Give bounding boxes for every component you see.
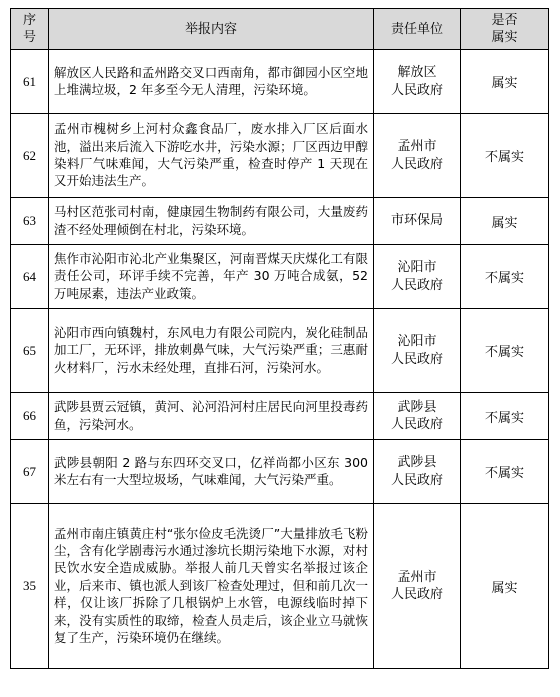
row-unit bbox=[374, 114, 461, 198]
header-verdict bbox=[461, 9, 549, 50]
header-content: 举报内容 bbox=[49, 9, 374, 50]
row-verdict: 不属实 bbox=[461, 440, 549, 504]
table-row bbox=[11, 114, 549, 198]
row-number: 65 bbox=[11, 309, 49, 393]
row-number: 66 bbox=[11, 393, 49, 440]
header-no bbox=[11, 9, 49, 50]
table-row bbox=[11, 309, 549, 393]
row-unit-line1: 孟州市 bbox=[397, 139, 437, 154]
table-row bbox=[11, 50, 549, 114]
row-number: 63 bbox=[11, 198, 49, 245]
row-content: 孟州市槐树乡上河村众鑫食品厂，废水排入厂区后面水池，溢出来后流入下游吃水井，污染水源；厂区西边甲醇染料厂气味难闻，大气污染严重，检查时停产 1 天现在又开始违法生产。 bbox=[49, 114, 374, 198]
row-content: 马村区范张司村南，健康园生物制药有限公司，大量废药渣不经处理倾倒在村北，污染环境。 bbox=[49, 198, 374, 245]
header-row bbox=[11, 9, 549, 50]
table-row bbox=[11, 245, 549, 309]
row-unit-line2: 人民政府 bbox=[390, 82, 443, 98]
row-number: 64 bbox=[11, 245, 49, 309]
row-number: 67 bbox=[11, 440, 49, 504]
header-no-line1: 序 bbox=[22, 13, 36, 28]
complaint-table-page bbox=[10, 8, 549, 669]
row-verdict: 属实 bbox=[461, 504, 549, 669]
row-unit-line1: 武陟县 bbox=[397, 399, 437, 415]
row-verdict: 不属实 bbox=[461, 245, 549, 309]
row-unit bbox=[374, 504, 461, 669]
row-verdict: 不属实 bbox=[461, 393, 549, 440]
row-verdict: 不属实 bbox=[461, 114, 549, 198]
row-unit-line1: 孟州市 bbox=[397, 569, 437, 585]
row-unit bbox=[374, 50, 461, 114]
row-unit-line2: 人民政府 bbox=[390, 277, 443, 293]
table-row bbox=[11, 198, 549, 245]
row-unit-line1: 市环保局 bbox=[390, 213, 443, 229]
row-number: 61 bbox=[11, 50, 49, 114]
table-row bbox=[11, 504, 549, 669]
row-unit-line1: 沁阳市 bbox=[397, 260, 437, 275]
row-content: 解放区人民路和孟州路交叉口西南角，都市御园小区空地上堆满垃圾，2 年多至今无人清理，污染环境。 bbox=[49, 50, 374, 114]
row-unit-line1: 解放区 bbox=[397, 65, 437, 80]
table-row bbox=[11, 393, 549, 440]
header-no-line2: 号 bbox=[22, 30, 36, 45]
row-content: 武陟县贾云冠镇，黄河、沁河沿河村庄居民向河里投毒药鱼，污染河水。 bbox=[49, 393, 374, 440]
row-number: 35 bbox=[11, 504, 49, 669]
row-unit bbox=[374, 440, 461, 504]
header-unit: 责任单位 bbox=[374, 9, 461, 50]
table-row bbox=[11, 440, 549, 504]
row-content: 孟州市南庄镇黄庄村“张尔俭皮毛洗烫厂”大量排放毛飞粉尘，含有化学剧毒污水通过渗坑长期污染地下水源，对村民饮水安全造成威胁。举报人前几天曾实名举报过该企业，后来市、镇也派人到该厂检查处理过，但和前几次一样，仅让该厂拆除了几根锅炉上水管，电源线临时掉下来，没有实质性的取缔，检查人员走后，该企业立马就恢复了生产，污染环境仍在继续。 bbox=[49, 504, 374, 669]
row-unit-line2: 人民政府 bbox=[390, 156, 443, 172]
complaint-table bbox=[10, 8, 549, 669]
row-verdict: 不属实 bbox=[461, 309, 549, 393]
row-content: 焦作市沁阳市沁北产业集聚区，河南晋煤天庆煤化工有限责任公司，环评手续不完善，年产 30 万吨合成氨，52 万吨尿素，违法产业政策。 bbox=[49, 245, 374, 309]
row-unit bbox=[374, 393, 461, 440]
row-unit bbox=[374, 245, 461, 309]
header-verdict-line2: 属实 bbox=[491, 30, 518, 45]
row-unit-line2: 人民政府 bbox=[390, 472, 443, 488]
row-unit-line2: 人民政府 bbox=[390, 351, 443, 367]
row-unit-line1: 沁阳市 bbox=[397, 334, 437, 349]
row-unit-line2: 人民政府 bbox=[390, 587, 443, 602]
header-verdict-line1: 是否 bbox=[491, 13, 518, 28]
row-unit-line2: 人民政府 bbox=[390, 417, 443, 432]
row-unit-line1: 武陟县 bbox=[397, 455, 437, 470]
row-verdict: 属实 bbox=[461, 50, 549, 114]
row-unit bbox=[374, 309, 461, 393]
row-verdict: 属实 bbox=[461, 198, 549, 245]
row-unit bbox=[374, 198, 461, 245]
row-content: 武陟县朝阳 2 路与东四环交叉口，亿祥尚都小区东 300 米左右有一大型垃圾场，气味难闻，大气污染严重。 bbox=[49, 440, 374, 504]
row-number: 62 bbox=[11, 114, 49, 198]
row-content: 沁阳市西向镇魏村，东风电力有限公司院内，炭化硅制品加工厂，无环评，排放刺鼻气味，大气污染严重；三惠耐火材料厂，污水未经处理，直排石河，污染河水。 bbox=[49, 309, 374, 393]
